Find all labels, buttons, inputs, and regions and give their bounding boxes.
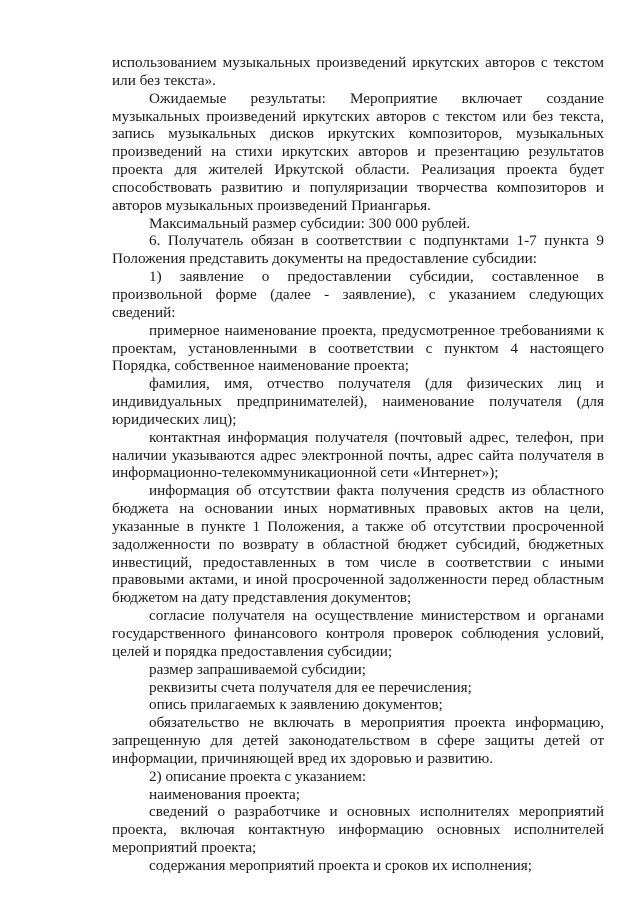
paragraph-contact-info: контактная информация получателя (почтовый адрес, телефон, при наличии указываются адрес электронной почты, адрес сайта получателя в информационно-телекоммуникационной сети «Интернет»); xyxy=(112,428,604,482)
paragraph-recipient-name: фамилия, имя, отчество получателя (для физических лиц и индивидуальных предпринимателей), наименование получателя (для юридических лиц); xyxy=(112,375,604,428)
paragraph-max-subsidy: Максимальный размер субсидии: 300 000 рублей. xyxy=(149,214,471,232)
paragraph-obligation: обязательство не включать в мероприятия проекта информацию, запрещенную для детей законодательством в сфере защиты детей от информации, причиняющей вред их здоровью и развитию. xyxy=(112,714,604,767)
paragraph-account-details: реквизиты счета получателя для ее перечисления; xyxy=(149,678,472,696)
paragraph-subitem-2: 2) описание проекта с указанием: xyxy=(149,767,367,785)
paragraph-content-schedule: содержания мероприятий проекта и сроков их исполнения; xyxy=(149,856,532,874)
paragraph-subsidy-amount: размер запрашиваемой субсидии; xyxy=(149,660,366,678)
paragraph-continuation: использованием музыкальных произведений иркутских авторов с текстом или без текста». xyxy=(112,54,604,89)
paragraph-expected-results: Ожидаемые результаты: Мероприятие включает создание музыкальных произведений иркутских авторов с текстом или без текста, запись музыкальных дисков иркутских композиторов, музыкальных произведений на стихи иркутских авторов и презентацию результатов проекта для жителей Иркутской области. Реализация проекта будет способствовать развитию и популяризации творчества композиторов и авторов музыкальных произведений Приангарья. xyxy=(112,89,604,214)
paragraph-consent: согласие получателя на осуществление министерством и органами государственного финансового контроля проверок соблюдения условий, целей и порядка предоставления субсидии; xyxy=(112,607,604,660)
paragraph-project-title: наименования проекта; xyxy=(149,785,301,803)
paragraph-developer-info: сведений о разработчике и основных исполнителях мероприятий проекта, включая контактную информацию основных исполнителей мероприятий проекта; xyxy=(112,803,604,857)
paragraph-item-6: 6. Получатель обязан в соответствии с подпунктами 1-7 пункта 9 Положения представить документы на предоставление субсидии: xyxy=(112,232,604,268)
paragraph-no-funds-info: информация об отсутствии факта получения средств из областного бюджета на основании иных нормативных правовых актов на цели, указанные в пункте 1 Положения, а также об отсутствии просроченной задолженности по возврату в областной бюджет субсидий, бюджетных инвестиций, предоставленных в том числе в соответствии с иными правовыми актами, и иной просроченной задолженности перед областным бюджетом на дату представления документов; xyxy=(112,482,604,607)
document-body xyxy=(112,54,604,875)
paragraph-project-name: примерное наименование проекта, предусмотренное требованиями к проектам, установленными в соответствии с пунктом 4 настоящего Порядка, собственное наименование проекта; xyxy=(112,321,604,375)
paragraph-inventory: опись прилагаемых к заявлению документов; xyxy=(149,696,443,714)
paragraph-subitem-1: 1) заявление о предоставлении субсидии, составленное в произвольной форме (далее - заявление), с указанием следующих сведений: xyxy=(112,268,604,321)
